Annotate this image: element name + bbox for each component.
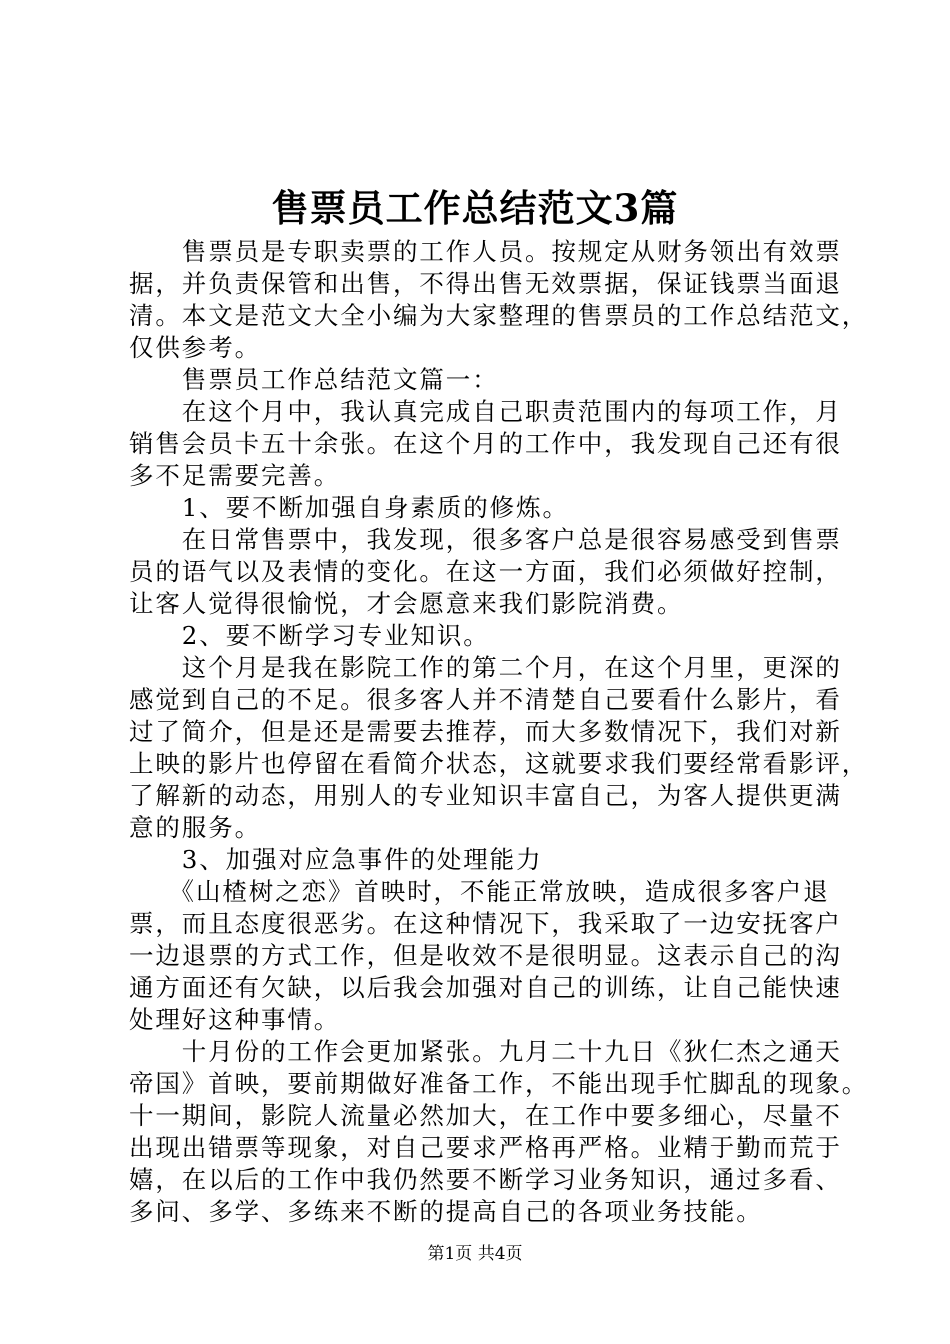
body-line: 多不足需要完善。	[129, 461, 341, 490]
body-line: 仅供参考。	[129, 333, 261, 362]
body-line: 上映的影片也停留在看简介状态，这就要求我们要经常看影评，	[129, 749, 869, 778]
body-line: 1、要不断加强自身素质的修炼。	[129, 493, 569, 522]
body-line: 《山楂树之恋》首映时，不能正常放映，造成很多客户退	[129, 877, 830, 906]
body-line: 票，而且态度很恶劣。在这种情况下，我采取了一边安抚客户	[129, 909, 842, 938]
body-line: 让客人觉得很愉悦，才会愿意来我们影院消费。	[129, 589, 684, 618]
body-line: 意的服务。	[129, 813, 261, 842]
page-footer: 第1页 共4页	[427, 1244, 523, 1264]
body-line: 这个月是我在影院工作的第二个月，在这个月里，更深的	[129, 653, 842, 682]
body-line: 2、要不断学习专业知识。	[129, 621, 490, 650]
body-line: 处理好这种事情。	[129, 1005, 341, 1034]
body-line: 一边退票的方式工作，但是收效不是很明显。这表示自己的沟	[129, 941, 842, 970]
body-line: 员的语气以及表情的变化。在这一方面，我们必须做好控制，	[129, 557, 842, 586]
body-line: 了解新的动态，用别人的专业知识丰富自己，为客人提供更满	[129, 781, 842, 810]
body-line: 多问、多学、多练来不断的提高自己的各项业务技能。	[129, 1197, 763, 1226]
body-line: 十月份的工作会更加紧张。九月二十九日《狄仁杰之通天	[129, 1037, 842, 1066]
body-line: 售票员是专职卖票的工作人员。按规定从财务领出有效票	[129, 237, 842, 266]
body-line: 3、加强对应急事件的处理能力	[129, 845, 543, 874]
body-line: 感觉到自己的不足。很多客人并不清楚自己要看什么影片，看	[129, 685, 842, 714]
body-line: 通方面还有欠缺，以后我会加强对自己的训练，让自己能快速	[129, 973, 842, 1002]
document-title: 售票员工作总结范文3篇	[271, 186, 679, 230]
body-line: 在日常售票中，我发现，很多客户总是很容易感受到售票	[129, 525, 842, 554]
body-line: 出现出错票等现象，对自己要求严格再严格。业精于勤而荒于	[129, 1133, 842, 1162]
body-line: 十一期间，影院人流量必然加大，在工作中要多细心，尽量不	[129, 1101, 842, 1130]
document-body	[129, 236, 869, 1228]
body-line: 销售会员卡五十余张。在这个月的工作中，我发现自己还有很	[129, 429, 842, 458]
body-line: 过了简介，但是还是需要去推荐，而大多数情况下，我们对新	[129, 717, 842, 746]
body-line: 在这个月中，我认真完成自己职责范围内的每项工作，月	[129, 397, 842, 426]
body-line: 帝国》首映，要前期做好准备工作，不能出现手忙脚乱的现象。	[129, 1069, 869, 1098]
body-line: 清。本文是范文大全小编为大家整理的售票员的工作总结范文，	[129, 301, 869, 330]
body-line: 嬉，在以后的工作中我仍然要不断学习业务知识，通过多看、	[129, 1165, 842, 1194]
body-line: 据，并负责保管和出售，不得出售无效票据，保证钱票当面退	[129, 269, 842, 298]
body-line: 售票员工作总结范文篇一：	[129, 365, 499, 394]
